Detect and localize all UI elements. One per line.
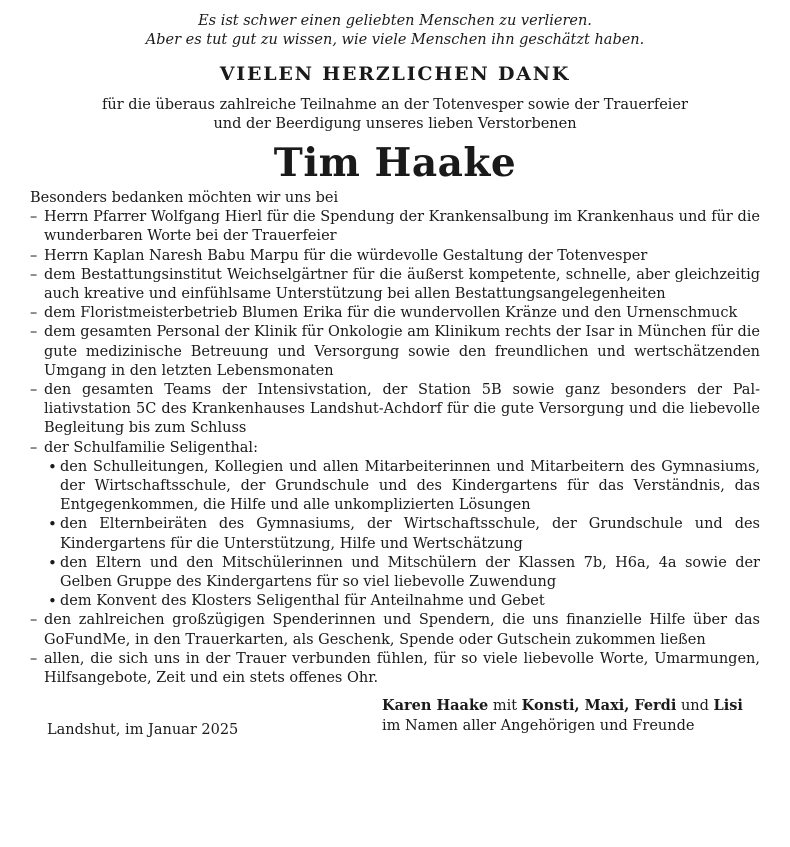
lead-text: Besonders bedanken möchten wir uns bei [30, 190, 339, 206]
place-date: Landshut, im Januar 2025 [47, 721, 239, 738]
signature [382, 696, 743, 736]
thanks-item: – allen, die sich uns in der Trauer verbunden fühlen, für so viele liebevolle Worte, Umarmungen, Hilfsangebote, Zeit und ein stets offenes Ohr. [30, 650, 760, 688]
signature-name-3: Lisi [713, 697, 743, 715]
thanks-item: – dem Floristmeisterbetrieb Blumen Erika für die wundervollen Kränze und den Urnenschmuck [30, 304, 760, 323]
school-item: • den Schulleitungen, Kollegien und allen Mitarbeiterinnen und Mitarbeitern des Gymnasiums, der Wirtschaftsschule, der Grundschule und des Kindergartens für das Verständnis, das Entgegenkommen, die Hilfe und alle unkomplizierten Lösungen [30, 458, 760, 516]
school-item: • den Eltern und den Mitschülerinnen und Mitschülern der Klassen 7b, H6a, 4a sowie der Gelben Gruppe des Kindergartens für so viel liebevolle Zuwendung [30, 554, 760, 592]
signature-conj-1: mit [492, 698, 518, 715]
thanks-item: – Herrn Pfarrer Wolfgang Hierl für die Spendung der Krankensalbung im Krankenhaus und für die wunderbaren Worte bei der Trauerfeier [30, 208, 760, 246]
deceased-name: Tim Haake [273, 140, 517, 186]
school-item: • dem Konvent des Klosters Seligenthal für Anteilnahme und Gebet [30, 592, 760, 611]
signature-line-1 [382, 696, 743, 717]
thanks-body [30, 189, 760, 688]
footer [30, 696, 760, 740]
intro-line-1: für die überaus zahlreiche Teilnahme an der Totenvesper sowie der Trauerfeier [102, 97, 688, 113]
signature-conj-2: und [680, 698, 709, 715]
motto [30, 12, 760, 50]
signature-line-2: im Namen aller Angehörigen und Freunde [382, 717, 695, 734]
motto-line-1: Es ist schwer einen geliebten Menschen zu verlieren. [198, 13, 592, 29]
intro-line-2: und der Beerdigung unseres lieben Verstorbenen [213, 115, 577, 132]
thanks-item: – den gesamten Teams der Intensivstation, der Station 5B sowie ganz besonders der Palliativstation 5C des Krankenhauses Landshut-Achdorf für die gute Versorgung und die liebevolle Begleitung bis zum Schluss [30, 381, 760, 439]
thanks-item: – den zahlreichen großzügigen Spenderinnen und Spendern, die uns finanzielle Hilfe über das GoFundMe, in den Trauerkarten, als Geschenk, Spende oder Gutschein zukommen ließen [30, 611, 760, 649]
intro [30, 96, 760, 133]
thanks-item: – dem Bestattungsinstitut Weichselgärtner für die äußerst kompetente, schnelle, aber gleichzeitig auch kreative und einfühlsame Unterstützung bei allen Bestattungsangelegenheiten [30, 266, 760, 304]
heading: VIELEN HERZLICHEN DANK [219, 63, 571, 85]
signature-name-1: Karen Haake [382, 697, 489, 715]
school-item: • den Elternbeiräten des Gymnasiums, der Wirtschaftsschule, der Grundschule und des Kindergartens für die Unterstützung, Hilfe und Wertschätzung [30, 515, 760, 553]
thanks-item: – Herrn Kaplan Naresh Babu Marpu für die würdevolle Gestaltung der Totenvesper [30, 247, 760, 266]
thanks-item: – der Schulfamilie Seligenthal: [30, 439, 760, 458]
signature-name-2: Konsti, Maxi, Ferdi [521, 697, 677, 715]
school-list [30, 458, 760, 612]
motto-line-2: Aber es tut gut zu wissen, wie viele Menschen ihn geschätzt haben. [145, 32, 645, 48]
thanks-item: – dem gesamten Personal der Klinik für Onkologie am Klinikum rechts der Isar in München für die gute medizinische Betreuung und Versorgung sowie den freundlichen und wertschätzenden Umgang in den letzten Lebensmonaten [30, 323, 760, 381]
